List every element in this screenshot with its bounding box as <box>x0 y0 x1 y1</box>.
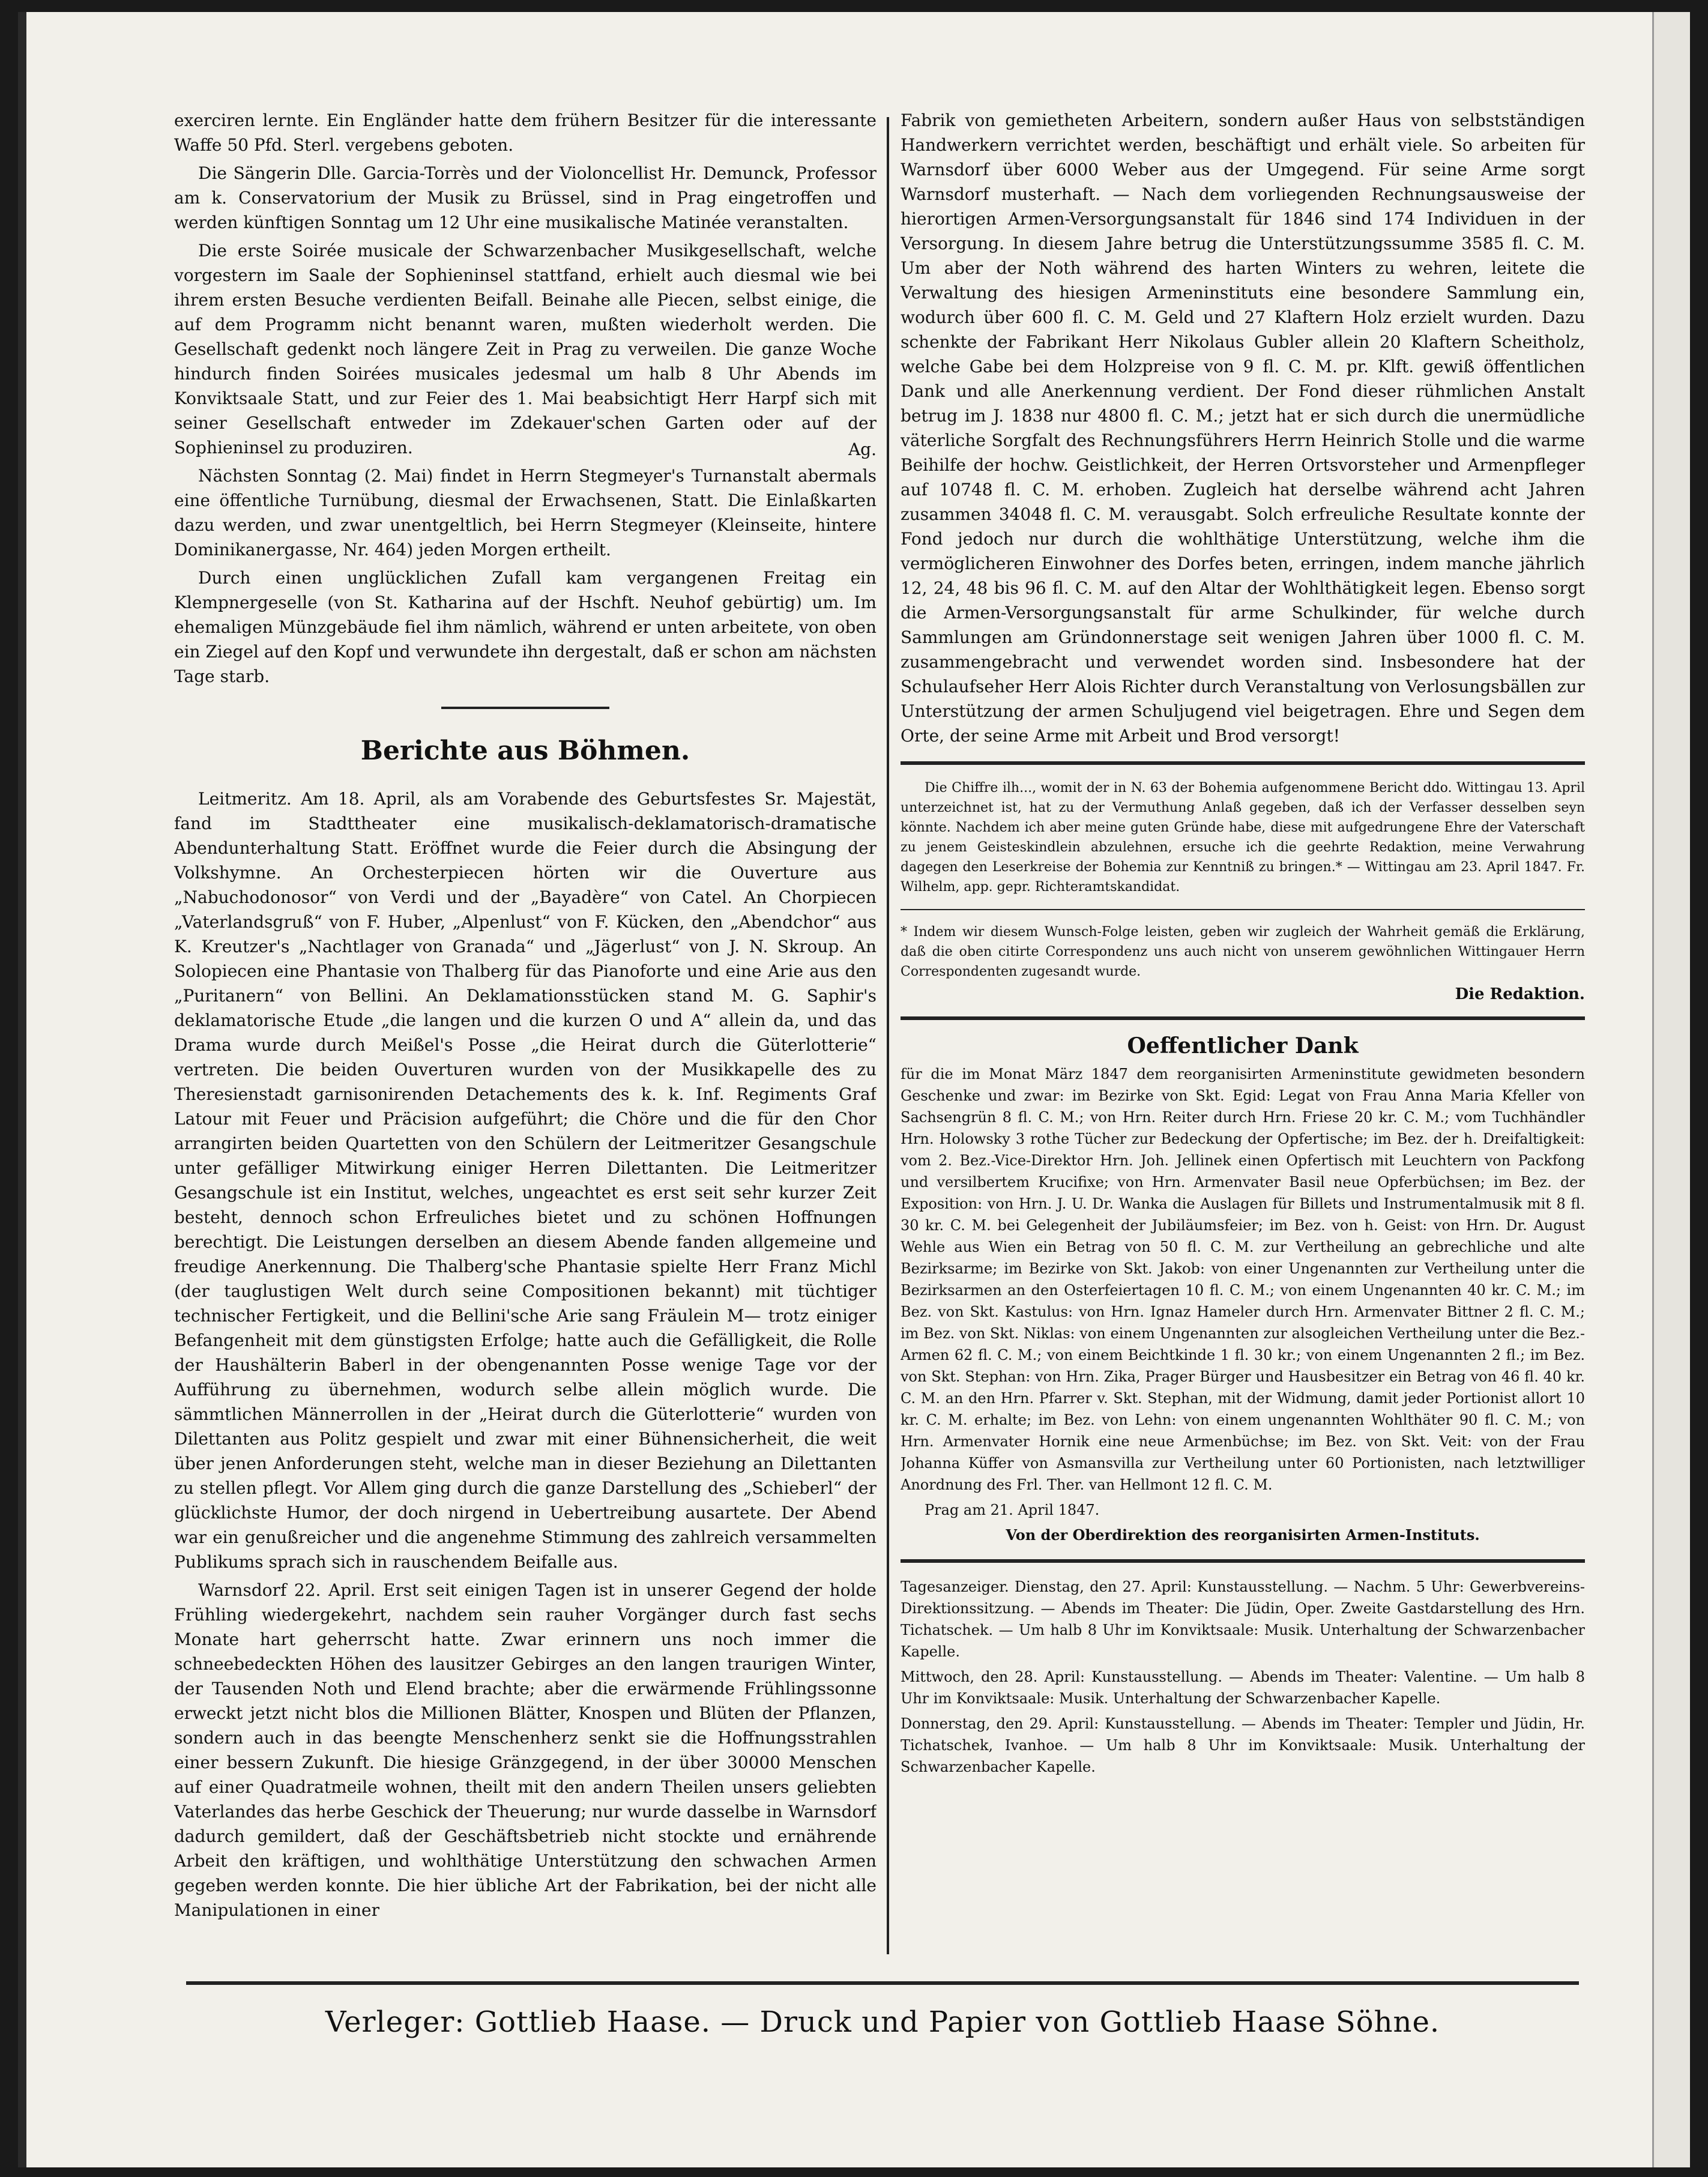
dank-signature: Von der Oberdirektion des reorganisirten Armen-Instituts. <box>1006 1526 1480 1544</box>
article-paragraph: Warnsdorf 22. April. Erst seit einigen Tagen ist in unserer Gegend der holde Frühling wiedergekehrt, nachdem sein rauher Vorgänger durch fast sechs Monate hart geherrscht hatte. Zwar erinnern uns noch immer die schneebedeckten Höhen des lausitzer Gebirges an den langen traurigen Winter, der Tausenden Noth und Elend brachte; aber die erwärmende Frühlingssonne erweckt jetzt nicht blos die Millionen Blätter, Knospen und Blüten der Pflanzen, sondern auch in das beengte Menschenherz senkt sie die Hoffnungsstrahlen einer bessern Zukunft. Die hiesige Gränzgegend, in der über 30000 Menschen auf einer Quadratmeile wohnen, theilt mit den andern Theilen unsers geliebten Vaterlandes das herbe Geschick der Theuerung; nur wurde dasselbe in Warnsdorf dadurch gemildert, daß der Geschäftsbetrieb nicht stockte und ernährende Arbeit den kräftigen, und wohlthätige Unterstützung den schwachen Armen gegeben werden konnte. Die hier übliche Art der Fabrikation, bei der nicht alle Manipulationen in einer <box>174 1580 877 1920</box>
tages-entry: Tagesanzeiger. Dienstag, den 27. April: Kunstausstellung. — Nachm. 5 Uhr: Gewerbvereins-Direktionssitzung. — Abends im Theater: Die Jüdin, Oper. Zweite Gastdarstellung des Hrn. Tichatschek. — Um halb 8 Uhr im Konviktsaale: Musik. Unterhaltung der Schwarzenbacher Kapelle. <box>901 1578 1585 1660</box>
tages-entry: Donnerstag, den 29. April: Kunstausstellung. — Abends im Theater: Templer und Jüdin, Hr. Tichatschek, Ivanhoe. — Um halb 8 Uhr im Konviktsaale: Musik. Unterhaltung der Schwarzenbacher Kapelle. <box>901 1715 1585 1775</box>
editor-note: * Indem wir diesem Wunsch-Folge leisten, geben wir zugleich der Wahrheit gemäß die Erklärung, daß die oben citirte Correspondenz uns auch nicht von unserem gewöhnlichen Wittingauer Herrn Correspondenten zugesandt wurde. <box>901 925 1585 979</box>
column-divider <box>887 117 889 1954</box>
section-divider <box>901 761 1585 765</box>
section-divider <box>441 707 609 709</box>
article-paragraph: Fabrik von gemietheten Arbeitern, sondern außer Haus von selbstständigen Handwerkern verrichtet werden, beschäftigt und erhält viele. So arbeiten für Warnsdorf über 6000 Weber aus der Umgegend. Für seine Arme sorgt Warnsdorf musterhaft. — Nach dem vorliegenden Rechnungsausweise der hierortigen Armen-Versorgungsanstalt für 1846 sind 174 Individuen in der Versorgung. In diesem Jahre betrug die Unterstützungssumme 3585 fl. C. M. Um aber der Noth während des harten Winters zu wehren, leitete die Verwaltung des hiesigen Armeninstituts eine besondere Sammlung ein, wodurch über 600 fl. C. M. Geld und 27 Klaftern Holz erzielt wurden. Dazu schenkte der Fabrikant Herr Nikolaus Gubler allein 20 Klaftern Scheitholz, welche Gabe bei dem Holzpreise von 9 fl. C. M. pr. Klft. gewiß öffentlichen Dank und alle Anerkennung verdient. Der Fond dieser rühmlichen Anstalt betrug im J. 1838 nur 4800 fl. C. M.; jetzt hat er sich durch die unermüdliche väterliche Sorgfalt des Rechnungsführers Herrn Heinrich Stolle und die warme Beihilfe der hochw. Geistlichkeit, der Herren Ortsvorsteher und Armenpfleger auf 10748 fl. C. M. erhoben. Zugleich hat derselbe während acht Jahren zusammen 34048 fl. C. M. verausgabt. Solch erfreuliche Resultate konnte der Fond jedoch nur durch die wohlthätige Unterstützung, welche ihm die vermöglicheren Einwohner des Dorfes beten, erringen, indem manche jährlich 12, 24, 48 bis 96 fl. C. M. auf den Altar der Wohlthätigkeit legen. Ebenso sorgt die Armen-Versorgungsanstalt für arme Schulkinder, für welche durch Sammlungen am Gründonnerstage seit wenigen Jahren über 1000 fl. C. M. zusammengebracht und verwendet worden sind. Insbesondere hat der Schulaufseher Herr Alois Richter durch Veranstaltung von Verlosungsbällen zur Unterstützung der armen Schuljugend viel beigetragen. Ehre und Segen dem Orte, der seine Arme mit Arbeit und Brod versorgt! <box>901 110 1585 746</box>
reader-notice: Die Chiffre ilh..., womit der in N. 63 der Bohemia aufgenommene Bericht ddo. Wittingau 13. April unterzeichnet ist, hat zu der Vermuthung Anlaß gegeben, daß ich der Verfasser desselben seyn könnte. Nachdem ich aber meine guten Gründe habe, diese mit aufgedrungene Ehre der Vaterschaft zu jenem Geisteskindlein abzulehnen, ersuche ich die geehrte Redaktion, meine Verwahrung dagegen den Leserkreise der Bohemia zur Kenntniß zu bringen.* — Wittingau am 23. April 1847. Fr. Wilhelm, app. gepr. Richteramtskandidat. <box>901 781 1585 895</box>
dank-text: für die im Monat März 1847 dem reorganisirten Armeninstitute gewidmeten besondern Geschenke und zwar: im Bezirke von Skt. Egid: Legat von Frau Anna Maria Kfeller von Sachsengrün 8 fl. C. M.; von Hrn. Reiter durch Hrn. Friese 20 kr. C. M.; vom Tuchhändler Hrn. Holowsky 3 rothe Tücher zur Bedeckung der Opfertische; im Bez. der h. Dreifaltigkeit: vom 2. Bez.-Vice-Direktor Hrn. Joh. Jellinek einen Opfertisch mit Leuchtern von Packfong und versilbertem Krucifixe; von Hrn. Armenvater Basil neue Opferbüchsen; im Bez. der Exposition: von Hrn. J. U. Dr. Wanka die Auslagen für Billets und Instrumentalmusik mit 8 fl. 30 kr. C. M. bei Gelegenheit der Jubiläumsfeier; im Bez. von h. Geist: von Hrn. Dr. August Wehle aus Wien ein Betrag von 50 fl. C. M. zur Vertheilung an gebrechliche und alte Bezirksarme; im Bezirke von Skt. Jakob: von einer Ungenannten zur Vertheilung unter die Bezirksarmen an den Osterfeiertagen 10 fl. C. M.; von einem Ungenannten 40 kr. C. M.; im Bez. von Skt. Kastulus: von Hrn. Ignaz Hameler durch Hrn. Armenvater Bittner 2 fl. C. M.; im Bez. von Skt. Niklas: von einem Ungenannten zur alsogleichen Vertheilung unter die Bez.-Armen 62 fl. C. M.; von einem Beichtkinde 1 fl. 30 kr.; von einem Ungenannten 2 fl.; im Bez. von Skt. Stephan: von Hrn. Zika, Prager Bürger und Hausbesitzer ein Betrag von 46 fl. 40 kr. C. M. an den Hrn. Pfarrer v. Skt. Stephan, mit der Widmung, damit jeder Portionist allort 10 kr. C. M. erhalte; im Bez. von Lehn: von einem ungenannten Wohlthäter 90 fl. C. M.; von Hrn. Armenvater Hornik eine neue Armenbüchse; im Bez. von Skt. Veit: von der Frau Johanna Küffer von Asmansvilla zur Vertheilung unter 60 Portionisten, nach letztwilliger Anordnung des Frl. Ther. van Hellmont 12 fl. C. M. <box>901 1066 1585 1493</box>
article-paragraph: exerciren lernte. Ein Engländer hatte dem frühern Besitzer für die interessante Waffe 50 Pfd. Sterl. vergebens geboten. <box>174 110 877 155</box>
footer-rule <box>186 1981 1579 1985</box>
article-paragraph: Leitmeritz. Am 18. April, als am Vorabende des Geburtsfestes Sr. Majestät, fand im Stadttheater eine musikalisch-deklamatorisch-dramatische Abendunterhaltung Statt. Eröffnet wurde die Feier durch die Absingung der Volkshymne. An Orchesterpiecen hörten wir die Ouverture aus „Nabuchodonosor“ von Verdi und der „Bayadère“ von Catel. An Chorpiecen „Vaterlandsgruß“ von F. Huber, „Alpenlust“ von F. Kücken, den „Abendchor“ aus K. Kreutzer's „Nachtlager von Granada“ und „Jägerlust“ von J. N. Skroup. An Solopiecen eine Phantasie von Thalberg für das Pianoforte und eine Arie aus den „Puritanern“ von Bellini. An Deklamationsstücken stand M. G. Saphir's deklamatorische Etude „die langen und die kurzen O und A“ allein da, und das Drama wurde durch Meißel's Posse „die Heirat durch die Güterlotterie“ vertreten. Die beiden Ouverturen wurden von der Musikkapelle des zu Theresienstadt garnisonirenden Detachements des k. k. Inf. Regiments Graf Latour mit Feuer und Präcision aufgeführt; die Chöre und die für den Chor arrangirten beiden Quartetten von den Schülern der Leitmeritzer Gesangschule unter gefälliger Mitwirkung einiger Herren Dilettanten. Die Leitmeritzer Gesangschule ist ein Institut, welches, ungeachtet es erst seit sehr kurzer Zeit besteht, dennoch schon Erfreuliches bietet und zu schönen Hoffnungen berechtigt. Die Leistungen derselben an diesem Abende fanden allgemeine und freudige Anerkennung. Die Thalberg'sche Phantasie spielte Herr Franz Michl (der tauglustigen Welt durch seine Compositionen bekannt) mit tüchtiger technischer Fertigkeit, und die Bellini'sche Arie sang Fräulein M— trotz einiger Befangenheit mit dem günstigsten Erfolge; hatte auch die Gefälligkeit, die Rolle der Haushälterin Baberl in der obengenannten Posse wenige Tage vor der Aufführung zu übernehmen, wodurch selbe allein möglich wurde. Die sämmtlichen Männerrollen in der „Heirat durch die Güterlotterie“ wurden von Dilettanten aus Politz gespielt und zwar mit einer Bühnensicherheit, die weit über jenen Anforderungen steht, welche man in dieser Beziehung an Dilettanten zu stellen pflegt. Vor Allem ging durch die ganze Darstellung des „Schieberl“ der glücklichste Humor, der doch nirgend in Uebertreibung ausartete. Der Abend war ein genußreicher und die angenehme Stimmung des zahlreich versammelten Publikums sprach sich in rauschendem Beifalle aus. <box>174 789 877 1572</box>
section-divider <box>901 1559 1585 1563</box>
publisher-footer: Verleger: Gottlieb Haase. — Druck und Papier von Gottlieb Haase Söhne. <box>325 2005 1440 2039</box>
article-paragraph: Die erste Soirée musicale der Schwarzenbacher Musikgesellschaft, welche vorgestern im Saale der Sophieninsel stattfand, erhielt auch diesmal wie bei ihrem ersten Besuche verdienten Beifall. Beinahe alle Piecen, selbst einige, die auf dem Programm nicht benannt waren, mußten wiederholt werden. Die Gesellschaft gedenkt noch längere Zeit in Prag zu verweilen. Die ganze Woche hindurch finden Soirées musicales jedesmal um halb 8 Uhr Abends im Konviktsaale Statt, und zur Feier des 1. Mai beabsichtigt Herr Harpf sich mit seiner Gesellschaft entweder im Zdekauer'schen Garten oder auf der Sophieninsel zu produziren. <box>174 241 877 457</box>
notice-divider <box>901 909 1585 910</box>
newspaper-page <box>18 12 1690 2167</box>
tagesanzeiger <box>901 1576 1585 1778</box>
article-paragraph: Durch einen unglücklichen Zufall kam vergangenen Freitag ein Klempnergeselle (von St. Katharina auf der Hschft. Neuhof gebürtig) um. Im ehemaligen Münzgebäude fiel ihm nämlich, während er unten arbeitete, von oben ein Ziegel auf den Kopf und verwundete ihn dergestalt, daß er schon am nächsten Tage starb. <box>174 568 877 686</box>
scan-border-left <box>18 12 26 2167</box>
author-signature: Ag. <box>848 439 877 459</box>
section-heading: Berichte aus Böhmen. <box>360 735 690 766</box>
article-paragraph: Die Sängerin Dlle. Garcia-Torrès und der Violoncellist Hr. Demunck, Professor am k. Conservatorium der Musik zu Brüssel, sind in Prag eingetroffen und werden künftigen Sonntag um 12 Uhr eine musikalische Matinée veranstalten. <box>174 163 877 232</box>
dank-title: Oeffentlicher Dank <box>1127 1033 1359 1058</box>
section-divider <box>901 1016 1585 1020</box>
left-column <box>174 108 877 1957</box>
editor-signature: Die Redaktion. <box>1455 985 1585 1003</box>
dank-date: Prag am 21. April 1847. <box>925 1502 1100 1518</box>
right-column <box>901 108 1585 1957</box>
article-paragraph: Nächsten Sonntag (2. Mai) findet in Herrn Stegmeyer's Turnanstalt abermals eine öffentliche Turnübung, diesmal der Erwachsenen, Statt. Die Einlaßkarten dazu werden, und zwar unentgeltlich, bei Herrn Stegmeyer (Kleinseite, hintere Dominikanergasse, Nr. 464) jeden Morgen ertheilt. <box>174 466 877 560</box>
tages-entry: Mittwoch, den 28. April: Kunstausstellung. — Abends im Theater: Valentine. — Um halb 8 Uhr im Konviktsaale: Musik. Unterhaltung der Schwarzenbacher Kapelle. <box>901 1668 1585 1707</box>
scan-edge-right <box>1652 12 1690 2167</box>
